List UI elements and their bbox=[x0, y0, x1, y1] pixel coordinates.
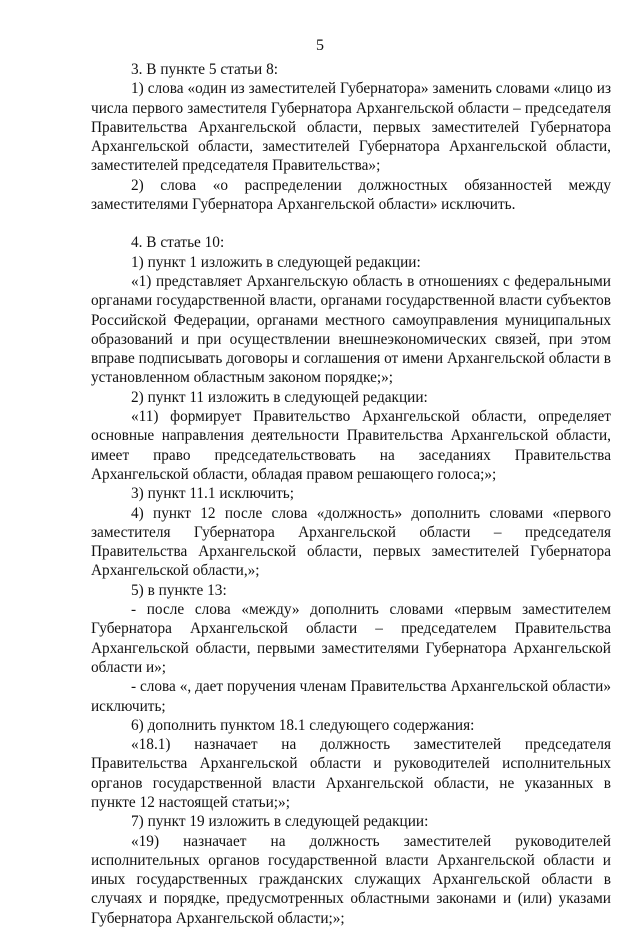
paragraph-section-3-heading: 3. В пункте 5 статьи 8: bbox=[131, 61, 278, 78]
paragraph-section-4-item-2: 2) пункт 11 изложить в следующей редакции: bbox=[131, 388, 428, 406]
paragraph-section-3-item-1: 1) слова «один из заместителей Губернатора» заменить словами «лицо из числа первого заместителя Губернатора Архангельской области – председателя Правительства Архангельской области, первых заместителей Губернатора Архангельской области, заместителей Губернатора Архангельской области, заместителей председателя Правительства»; bbox=[91, 80, 611, 175]
paragraph-section-4-item-5: 5) в пункте 13: bbox=[131, 581, 227, 599]
paragraph-spacer bbox=[91, 214, 611, 233]
paragraph-section-4-heading: 4. В статье 10: bbox=[131, 234, 225, 252]
paragraph-section-4-item-2-text: «11) формирует Правительство Архангельской области, определяет основные направления деятельности Правительства Архангельской области, имеет право председательствовать на заседаниях Правительства Архангельской области, обладая правом решающего голоса;»; bbox=[91, 408, 611, 483]
document-body bbox=[91, 60, 611, 928]
paragraph-section-3-item-2: 2) слова «о распределении должностных обязанностей между заместителями Губернатора Архангельской области» исключить. bbox=[91, 176, 611, 214]
paragraph-section-4-item-1: 1) пункт 1 изложить в следующей редакции: bbox=[131, 253, 421, 271]
paragraph-section-4-item-7-text: «19) назначает на должность заместителей руководителей исполнительных органов государственной власти Архангельской области и иных государственных гражданских служащих Архангельской области в случаях и порядке, предусмотренных областными законами и (или) указами Губернатора Архангельской области;»; bbox=[91, 832, 611, 927]
paragraph-section-4-item-5-dash-1: - после слова «между» дополнить словами «первым заместителем Губернатора Архангельской области – председателем Правительства Архангельской области, первыми заместителями Губернатора Архангельской области и»; bbox=[91, 601, 611, 676]
paragraph-section-4-item-1-text: «1) представляет Архангельскую область в отношениях с федеральными органами государственной власти, органами государственной власти субъектов Российской Федерации, органами местного самоуправления муниципальных образований и при осуществлении внешнеэкономических связей, при этом вправе подписывать договоры и соглашения от имени Архангельской области в установленном областным законом порядке;»; bbox=[91, 272, 611, 387]
paragraph-section-4-item-6: 6) дополнить пунктом 18.1 следующего содержания: bbox=[131, 716, 475, 734]
paragraph-section-4-item-6-text: «18.1) назначает на должность заместителей председателя Правительства Архангельской области и руководителей исполнительных органов государственной власти Архангельской области, не указанных в пункте 12 настоящей статьи;»; bbox=[91, 736, 611, 811]
paragraph-section-4-item-4: 4) пункт 12 после слова «должность» дополнить словами «первого заместителя Губернатора Архангельской области – председателя Правительства Архангельской области, первых заместителей Губернатора Архангельской области,»; bbox=[91, 504, 611, 580]
paragraph-section-4-item-7: 7) пункт 19 изложить в следующей редакции: bbox=[131, 813, 429, 831]
paragraph-section-4-item-5-dash-2: - слова «, дает поручения членам Правительства Архангельской области» исключить; bbox=[91, 678, 611, 715]
paragraph-section-4-item-3: 3) пункт 11.1 исключить; bbox=[131, 485, 295, 503]
page-number: 5 bbox=[316, 37, 324, 54]
